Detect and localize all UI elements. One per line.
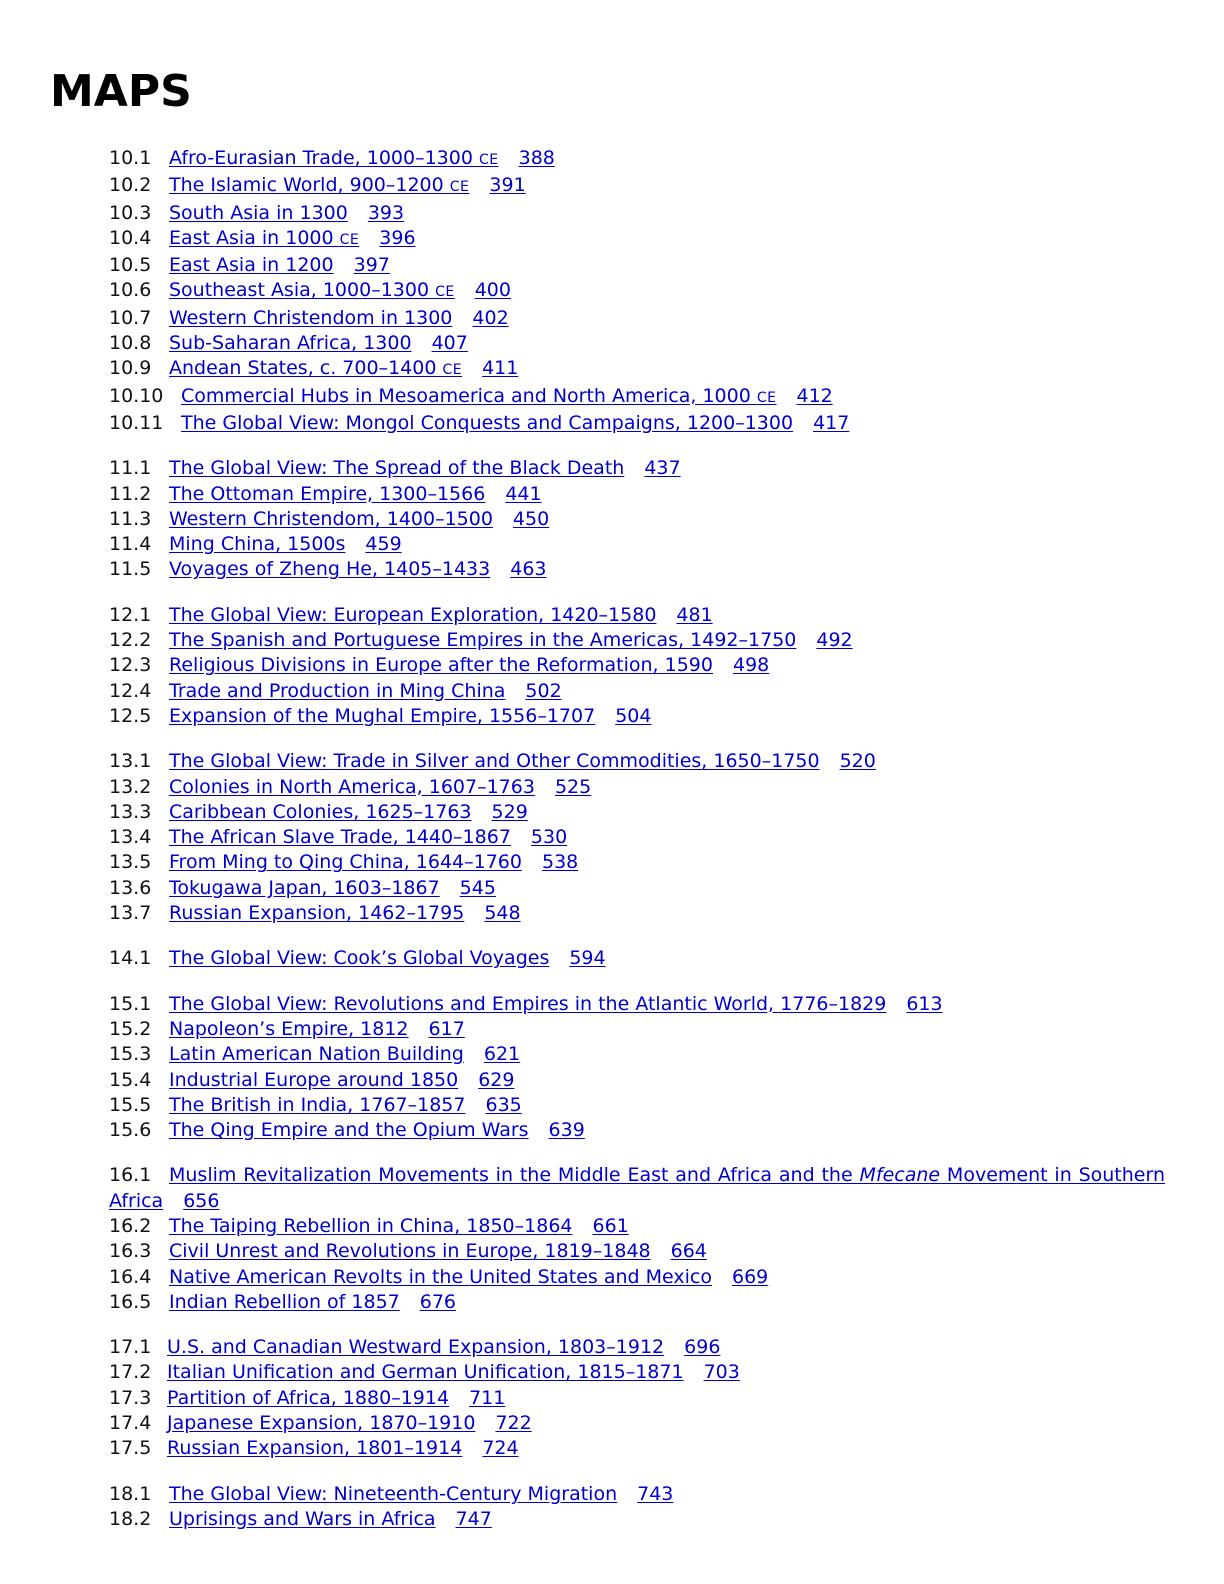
era-label: CE <box>435 284 455 301</box>
map-title-text: Ming China, 1500s <box>169 533 346 556</box>
map-title-link[interactable] <box>169 227 365 249</box>
map-title-text: Sub-Saharan Africa, 1300 <box>169 332 412 355</box>
page-title: MAPS <box>50 66 192 117</box>
map-entry <box>109 226 1165 253</box>
map-entry <box>109 1093 1165 1118</box>
page-number-link[interactable]: 669 <box>732 1265 769 1288</box>
map-title-link[interactable] <box>169 1018 415 1040</box>
map-title-text: From Ming to Qing China, 1644–1760 <box>169 851 522 874</box>
map-number: 16.5 <box>109 1290 152 1313</box>
map-number: 11.3 <box>109 507 152 530</box>
map-title-link[interactable] <box>169 851 528 873</box>
map-title-text: U.S. and Canadian Westward Expansion, 1803–1912 <box>167 1336 665 1359</box>
map-title-link[interactable] <box>169 174 475 196</box>
map-title-link[interactable] <box>167 1437 468 1459</box>
page-number-link[interactable]: 722 <box>495 1412 532 1435</box>
map-title-link[interactable] <box>167 1361 690 1383</box>
map-entry <box>109 557 1165 582</box>
map-number: 12.1 <box>109 603 152 626</box>
map-title-link[interactable] <box>169 1043 470 1065</box>
map-number: 13.3 <box>109 800 152 823</box>
map-number: 10.11 <box>109 411 164 434</box>
era-label: CE <box>449 179 470 196</box>
map-title-text: The Global View: Cook’s Global Voyages <box>169 947 550 970</box>
era-label: CE <box>478 152 499 168</box>
page-number-link[interactable]: 402 <box>472 306 509 329</box>
page-number-link[interactable]: 481 <box>676 603 713 626</box>
map-entry <box>109 704 1165 729</box>
map-title-text: Caribbean Colonies, 1625–1763 <box>169 800 472 823</box>
page-number-link[interactable]: 492 <box>816 629 853 652</box>
map-title-link[interactable] <box>169 1215 579 1237</box>
map-number: 11.5 <box>109 558 152 581</box>
map-title-text: The Global View: Trade in Silver and Other Commodities, 1650–1750 <box>169 750 820 773</box>
map-title-text: Commercial Hubs in Mesoamerica and North America, 1000 <box>181 384 757 407</box>
map-title-text: East Asia in 1200 <box>169 254 334 277</box>
map-number: 13.1 <box>109 750 152 773</box>
map-title-text: Voyages of Zheng He, 1405–1433 <box>169 558 491 581</box>
map-title-text: Japanese Expansion, 1870–1910 <box>167 1412 476 1435</box>
map-title-link[interactable] <box>109 1164 1165 1211</box>
page-number-link[interactable]: 664 <box>670 1240 707 1263</box>
map-title-text: Movement in Southern Africa <box>109 1164 1165 1212</box>
map-number: 16.1 <box>109 1164 152 1187</box>
map-entry <box>109 901 1165 926</box>
map-title-text: The Global View: Nineteenth-Century Migration <box>169 1482 618 1505</box>
map-number: 17.3 <box>109 1386 152 1409</box>
map-entry <box>109 1360 1165 1385</box>
page-number-link[interactable]: 613 <box>906 992 943 1015</box>
page-number-link[interactable]: 412 <box>796 384 833 407</box>
page-number-link[interactable]: 525 <box>554 775 592 798</box>
map-entry <box>109 1436 1165 1461</box>
map-title-link[interactable] <box>169 680 511 702</box>
map-title-link[interactable] <box>169 457 630 479</box>
map-number: 15.1 <box>109 992 152 1015</box>
map-title-text: Partition of Africa, 1880–1914 <box>167 1386 450 1409</box>
map-title-text: Native American Revolts in the United States and Mexico <box>169 1265 712 1288</box>
map-title-link[interactable] <box>169 558 496 580</box>
page-number-link[interactable]: 502 <box>525 679 562 702</box>
map-group <box>109 1482 1165 1533</box>
map-entry <box>109 1017 1165 1042</box>
map-number: 11.4 <box>109 533 152 556</box>
map-entry <box>109 306 1165 331</box>
page-number-link[interactable]: 520 <box>839 750 876 773</box>
map-number: 17.4 <box>109 1412 152 1435</box>
map-title-italic: Mfecane <box>859 1164 941 1187</box>
map-entry <box>109 384 1165 411</box>
map-number: 10.9 <box>109 357 152 380</box>
page-number-link[interactable]: 498 <box>733 654 770 677</box>
page-number-link[interactable]: 529 <box>491 800 528 823</box>
map-entry <box>109 411 1165 436</box>
map-title-text: The British in India, 1767–1857 <box>169 1093 466 1116</box>
era-label: CE <box>442 362 463 379</box>
map-entry <box>109 603 1165 628</box>
map-number: 10.6 <box>109 279 152 302</box>
map-group <box>109 456 1165 582</box>
map-group <box>109 946 1165 971</box>
map-entry <box>109 456 1165 481</box>
map-entry <box>109 1163 1165 1214</box>
map-number: 14.1 <box>109 947 152 970</box>
map-title-link[interactable] <box>169 947 555 969</box>
map-entry <box>109 992 1165 1017</box>
map-number: 11.2 <box>109 482 152 505</box>
map-entry <box>109 850 1165 875</box>
map-title-text: Trade and Production in Ming China <box>169 679 506 702</box>
map-title-text: Andean States, c. 700–1400 <box>169 357 443 380</box>
map-title-link[interactable] <box>169 776 541 798</box>
page-number-link[interactable]: 656 <box>183 1189 220 1212</box>
page-number-link[interactable]: 437 <box>644 457 681 480</box>
page-number-link[interactable]: 407 <box>431 332 468 355</box>
map-entry <box>109 331 1165 356</box>
map-title-link[interactable] <box>169 654 719 676</box>
map-title-link[interactable] <box>169 483 491 505</box>
page-number-link[interactable]: 629 <box>478 1068 515 1091</box>
map-title-link[interactable] <box>169 604 662 626</box>
map-title-link[interactable] <box>169 826 517 848</box>
map-number: 12.4 <box>109 679 152 702</box>
map-title-text: The Ottoman Empire, 1300–1566 <box>169 482 486 505</box>
map-title-text: Muslim Revitalization Movements in the Middle East and Africa and the <box>169 1164 860 1187</box>
era-label: CE <box>339 231 360 248</box>
map-group <box>109 1163 1165 1315</box>
page-number-link[interactable]: 703 <box>703 1361 740 1384</box>
page-number-link[interactable]: 621 <box>483 1043 521 1066</box>
page-number-link[interactable]: 459 <box>365 533 402 556</box>
page-number-link[interactable]: 393 <box>367 201 405 224</box>
map-number: 10.8 <box>109 332 152 355</box>
map-number: 15.6 <box>109 1119 152 1142</box>
page-number-link[interactable]: 463 <box>510 558 547 581</box>
map-title-link[interactable] <box>169 1069 464 1091</box>
page-number-link[interactable]: 530 <box>530 826 568 849</box>
map-number: 10.5 <box>109 254 152 277</box>
map-number: 13.4 <box>109 826 152 849</box>
map-title-text: Indian Rebellion of 1857 <box>169 1290 400 1313</box>
map-title-link[interactable] <box>169 1291 406 1313</box>
map-title-link[interactable] <box>169 629 802 651</box>
map-title-link[interactable] <box>169 357 468 379</box>
map-number: 10.7 <box>109 306 152 329</box>
map-number: 10.3 <box>109 201 152 224</box>
page-number-link[interactable]: 538 <box>541 851 579 874</box>
map-number: 12.2 <box>109 629 152 652</box>
map-entry <box>109 653 1165 678</box>
map-title-link[interactable] <box>169 902 470 924</box>
map-number: 13.6 <box>109 876 152 899</box>
map-number: 16.4 <box>109 1265 152 1288</box>
map-number: 15.5 <box>109 1093 152 1116</box>
map-title-link[interactable] <box>169 533 351 555</box>
map-title-text: Russian Expansion, 1801–1914 <box>167 1437 463 1460</box>
map-title-link[interactable] <box>169 750 826 772</box>
map-title-text: The Global View: Mongol Conquests and Campaigns, 1200–1300 <box>181 411 794 434</box>
map-title-link[interactable] <box>169 1240 657 1262</box>
map-title-link[interactable] <box>169 332 418 354</box>
map-title-text: Russian Expansion, 1462–1795 <box>169 902 465 925</box>
map-entry <box>109 1118 1165 1143</box>
map-entry <box>109 825 1165 850</box>
map-title-link[interactable] <box>181 385 782 407</box>
map-entry <box>109 278 1165 305</box>
map-title-text: The Islamic World, 900–1200 <box>169 174 450 197</box>
map-number: 13.5 <box>109 851 152 874</box>
map-title-link[interactable] <box>169 1094 472 1116</box>
map-entry <box>109 1214 1165 1239</box>
map-title-text: Tokugawa Japan, 1603–1867 <box>169 876 440 899</box>
map-title-text: The Global View: Revolutions and Empires in the Atlantic World, 1776–1829 <box>169 992 887 1015</box>
map-number: 10.4 <box>109 226 152 249</box>
map-entry <box>109 1386 1165 1411</box>
page-number-link[interactable]: 696 <box>684 1336 721 1359</box>
map-title-text: The Taiping Rebellion in China, 1850–1864 <box>169 1214 573 1237</box>
map-title-text: Civil Unrest and Revolutions in Europe, 1819–1848 <box>169 1240 651 1263</box>
map-title-link[interactable] <box>167 1412 481 1434</box>
page-number-link[interactable]: 396 <box>379 226 416 249</box>
map-title-link[interactable] <box>169 705 601 727</box>
map-title-text: Industrial Europe around 1850 <box>169 1068 459 1091</box>
map-group <box>109 992 1165 1144</box>
page-number-link[interactable]: 635 <box>485 1093 522 1116</box>
map-entry <box>109 1411 1165 1436</box>
map-entry <box>109 1068 1165 1093</box>
map-title-link[interactable] <box>169 801 478 823</box>
map-title-link[interactable] <box>169 1483 623 1505</box>
map-number: 12.5 <box>109 704 152 727</box>
map-entry <box>109 1482 1165 1507</box>
map-entry <box>109 173 1165 200</box>
map-title-text: The Qing Empire and the Opium Wars <box>169 1119 529 1142</box>
map-number: 18.1 <box>109 1482 152 1505</box>
page-number-link[interactable]: 450 <box>512 507 550 530</box>
map-title-text: Latin American Nation Building <box>169 1043 464 1066</box>
map-title-link[interactable] <box>169 993 892 1015</box>
map-title-link[interactable] <box>169 877 446 899</box>
map-number: 15.2 <box>109 1017 152 1040</box>
map-title-text: East Asia in 1000 <box>169 226 340 249</box>
map-number: 10.2 <box>109 174 152 197</box>
maps-list <box>109 146 1165 1552</box>
map-title-text: The African Slave Trade, 1440–1867 <box>169 826 511 849</box>
map-title-link[interactable] <box>181 412 799 434</box>
map-title-link[interactable] <box>169 307 458 329</box>
map-entry <box>109 1239 1165 1264</box>
map-title-link[interactable] <box>169 1119 535 1141</box>
page-number-link[interactable]: 397 <box>353 254 390 277</box>
page-number-link[interactable]: 617 <box>428 1017 465 1040</box>
map-entry <box>109 1042 1165 1067</box>
map-title-text: Southeast Asia, 1000–1300 <box>169 279 436 302</box>
map-number: 12.3 <box>109 654 152 677</box>
map-number: 11.1 <box>109 457 152 480</box>
map-entry <box>109 800 1165 825</box>
map-entry <box>109 1507 1165 1532</box>
map-entry <box>109 1265 1165 1290</box>
map-title-text: Italian Unification and German Unification, 1815–1871 <box>167 1361 684 1384</box>
map-number: 10.10 <box>109 384 164 407</box>
map-number: 15.3 <box>109 1043 152 1066</box>
map-entry <box>109 1290 1165 1315</box>
map-title-text: Uprisings and Wars in Africa <box>169 1507 436 1530</box>
map-entry <box>109 146 1165 173</box>
map-number: 16.3 <box>109 1240 152 1263</box>
map-title-link[interactable] <box>169 147 505 169</box>
map-entry <box>109 775 1165 800</box>
map-number: 16.2 <box>109 1214 152 1237</box>
map-title-link[interactable] <box>167 1387 455 1409</box>
map-title-link[interactable] <box>169 1508 442 1530</box>
map-entry <box>109 482 1165 507</box>
map-number: 18.2 <box>109 1507 152 1530</box>
map-number: 15.4 <box>109 1068 152 1091</box>
map-number: 13.2 <box>109 775 152 798</box>
page-number-link[interactable]: 747 <box>455 1507 492 1530</box>
map-entry <box>109 679 1165 704</box>
era-label: CE <box>756 389 777 406</box>
map-title-link[interactable] <box>167 1336 670 1358</box>
page-number-link[interactable]: 417 <box>813 411 850 434</box>
page-number-link[interactable]: 711 <box>469 1386 506 1409</box>
map-entry <box>109 946 1165 971</box>
page-number-link[interactable]: 676 <box>419 1290 457 1313</box>
map-group <box>109 749 1165 926</box>
map-title-text: South Asia in 1300 <box>169 201 348 224</box>
page-number-link[interactable]: 400 <box>474 279 511 302</box>
map-title-text: Religious Divisions in Europe after the Reformation, 1590 <box>169 654 713 677</box>
map-entry <box>109 628 1165 653</box>
page-number-link[interactable]: 724 <box>482 1437 519 1460</box>
map-title-text: Expansion of the Mughal Empire, 1556–1707 <box>169 704 596 727</box>
map-title-text: The Spanish and Portuguese Empires in the Americas, 1492–1750 <box>169 629 797 652</box>
map-entry <box>109 876 1165 901</box>
map-title-link[interactable] <box>169 202 354 224</box>
map-title-link[interactable] <box>169 254 340 276</box>
map-entry <box>109 356 1165 383</box>
map-title-link[interactable] <box>169 279 461 301</box>
map-title-text: Afro-Eurasian Trade, 1000–1300 <box>169 147 479 169</box>
map-number: 17.2 <box>109 1361 152 1384</box>
map-title-text: Western Christendom, 1400–1500 <box>169 507 493 530</box>
map-title-link[interactable] <box>169 508 499 530</box>
map-title-text: Colonies in North America, 1607–1763 <box>169 775 535 798</box>
page-number-link[interactable]: 441 <box>505 482 542 505</box>
page-number-link[interactable]: 661 <box>592 1214 629 1237</box>
map-group <box>109 603 1165 729</box>
map-entry <box>109 253 1165 278</box>
map-number: 17.1 <box>109 1336 152 1359</box>
map-entry <box>109 1335 1165 1360</box>
map-title-link[interactable] <box>169 1266 718 1288</box>
page-number-link[interactable]: 388 <box>518 147 555 169</box>
map-title-text: The Global View: The Spread of the Black Death <box>169 457 625 480</box>
page-number-link[interactable]: 504 <box>615 704 652 727</box>
map-entry <box>109 749 1165 774</box>
map-entry <box>109 532 1165 557</box>
map-number: 13.7 <box>109 902 152 925</box>
map-title-text: Napoleon’s Empire, 1812 <box>169 1017 409 1040</box>
map-number: 17.5 <box>109 1437 152 1460</box>
page-number-link[interactable]: 545 <box>459 876 496 899</box>
map-title-text: Western Christendom in 1300 <box>169 306 453 329</box>
page-number-link[interactable]: 548 <box>484 902 521 925</box>
page-number-link[interactable]: 743 <box>637 1482 674 1505</box>
map-entry <box>109 507 1165 532</box>
map-title-text: The Global View: European Exploration, 1420–1580 <box>169 603 657 626</box>
page-number-link[interactable]: 594 <box>569 947 606 970</box>
map-group <box>109 146 1165 436</box>
page-number-link[interactable]: 639 <box>548 1119 585 1142</box>
map-group <box>109 1335 1165 1461</box>
page-number-link[interactable]: 391 <box>489 174 526 197</box>
map-entry <box>109 201 1165 226</box>
page-number-link[interactable]: 411 <box>482 357 519 380</box>
map-number: 10.1 <box>109 147 152 169</box>
